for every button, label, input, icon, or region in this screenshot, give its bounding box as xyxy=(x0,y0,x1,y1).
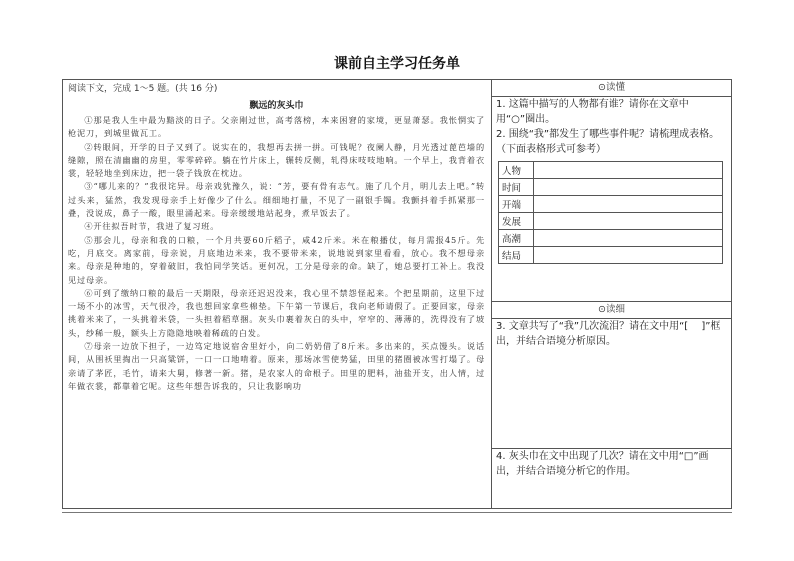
paragraph-1: ①那是我人生中最为黯淡的日子。父亲刚过世，高考落榜，本来困窘的家境，更显萧瑟。我怅惘实了枪泥刀，到城里做瓦工。 xyxy=(68,115,485,139)
event-table xyxy=(498,161,723,264)
paragraph-4: ④开往拟吾时节，我进了复习班。 xyxy=(84,221,220,232)
table-row xyxy=(499,213,723,230)
paragraph-7: ⑦母亲一边放下担子，一边笃定地说宿舍里好小，向二奶奶借了8斤米。多出来的，买点馒头。说话间，从围袄里掏出一只高粱饼，一口一口地啃着。原来，那场冰雪使势猛，田里的猪圈被冰雪打塌了。母亲请了茅匠，毛竹，请来大舅，修著一新。猪，是农家人的命根子。田里的肥料，油盐开支，出人情，过年做衣裳，都靠着它呢。这些年想告诉我的，只让我影响功 xyxy=(68,341,485,391)
table-row-label: 人物 xyxy=(499,162,534,179)
question-2: 2. 围绕“我”都发生了哪些事件呢？请梳理成表格。（下面表格形式可参考） xyxy=(496,129,720,155)
table-row xyxy=(499,162,723,179)
paragraph-3: ③“哪儿来的？”我很诧异。母亲戏犹豫久，说：“芳，要有骨有志气。施了几个月，明儿去上吧。”转过头来，猛然，我发现母亲手上好像少了什么。细细地打量，不见了一副银手镯。我颤抖着手抓紧那一叠，没说成，鼻子一酸，眼里涌起来。母亲缓缓地站起身，煮早饭去了。 xyxy=(68,181,485,219)
question-3: 3. 文章共写了“我”几次流泪？请在文中用“[ ]”框出，并结合语境分析原因。 xyxy=(496,321,721,347)
table-cell-blank[interactable] xyxy=(534,247,723,264)
section-detail xyxy=(492,301,731,349)
page-title: 课前自主学习任务单 xyxy=(334,56,460,72)
table-row-label: 结局 xyxy=(499,247,534,264)
article-title: 飘远的灰头巾 xyxy=(249,101,304,111)
paragraph-2: ②转眼间，开学的日子又到了。说实在的，我想再去拼一拼。可钱呢？夜阑人静，月光透过蓖芭墙的缝隙，照在清幽幽的房里，零零碎碎。躺在竹片床上，辗转反侧，轧得床吱吱地响。一个早上，我背着衣裳，轻轻地坐到床边，把一袋子钱放在枕边。 xyxy=(68,141,485,179)
table-row xyxy=(499,247,723,264)
table-cell-blank[interactable] xyxy=(534,196,723,213)
table-row xyxy=(499,196,723,213)
question-4: 4. 灰头巾在文中出现了几次？请在文中用“□”画出，并结合语境分析它的作用。 xyxy=(496,451,709,477)
table-row-label: 高潮 xyxy=(499,230,534,247)
table-row xyxy=(499,179,723,196)
reading-passage xyxy=(63,80,492,508)
worksheet-table xyxy=(62,79,732,509)
table-cell-blank[interactable] xyxy=(534,162,723,179)
paragraph-5: ⑤那会儿，母亲和我的口粮，一个月共要60斤稻子，咸42斤米。米在粮播仗，每月需报45斤。先吃，月底交。离家前，母亲说，月底地边米来，我不要带米来，说地说到家里看看，放心。我不想母亲来。母亲是种地的，穿着破旧，我怕同学笑话。更何况，工分是母亲的命。缺了，她总要打工补上。我没见过母亲。 xyxy=(68,234,485,285)
table-row xyxy=(499,230,723,247)
bottom-rule xyxy=(62,512,732,513)
section-heading-understand: ⊙读懂 xyxy=(598,82,625,93)
task-column xyxy=(492,80,731,508)
table-cell-blank[interactable] xyxy=(534,213,723,230)
table-row-label: 发展 xyxy=(499,213,534,230)
table-row-label: 时间 xyxy=(499,179,534,196)
instruction: 阅读下文，完成 1～5 题。(共 16 分) xyxy=(68,84,218,94)
table-cell-blank[interactable] xyxy=(534,230,723,247)
table-row-label: 开端 xyxy=(499,196,534,213)
question-4-block xyxy=(492,448,731,479)
paragraph-6: ⑥可到了缴纳口粮的最后一天期限，母亲还迟迟没来，我心里不禁怨怪起来。个把星期前，这里下过一场不小的冰雪，天气很冷，我也想回家拿些棉垫。下午第一节课后，我向老师请假了。正要回家，母亲挑着米来了，一头挑着米袋，一头担着稻草捆。灰头巾裹着灰白的头中，窄窄的、薄薄的，洗得没有了坡头，纱稀一般，额头上方隐隐地映着稀疏的白发。 xyxy=(68,287,485,338)
question-1: 1. 这篇中描写的人物都有谁？请你在文章中用“○”圈出。 xyxy=(496,99,689,125)
section-heading-detail: ⊙读细 xyxy=(598,304,625,315)
table-cell-blank[interactable] xyxy=(534,179,723,196)
